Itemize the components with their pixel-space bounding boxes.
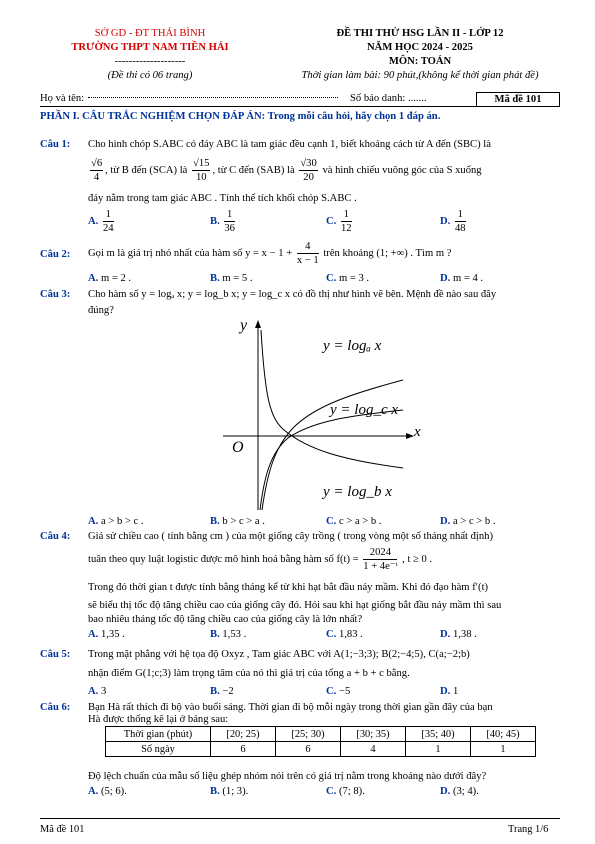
time-note: Thời gian làm bài: 90 phút,(không kể thời gian phát đề) [301, 70, 539, 81]
table-cell: [30; 35) [341, 727, 406, 742]
option-label: D. [440, 686, 451, 697]
option-label: A. [88, 686, 99, 697]
option-text: m = 4 . [452, 273, 484, 284]
option-label: D. [440, 215, 451, 227]
q4-line4: sẽ biểu thị tốc độ tăng chiều cao của giống cây đó. Hỏi sau khi hạt giống bắt đầu nảy mầm thì sau [88, 600, 502, 611]
option-label: A. [88, 516, 99, 527]
header-divider: -------------------- [114, 56, 186, 67]
q4-frac-den: 1 + 4e⁻ᵗ [363, 561, 398, 572]
subject: MÔN: TOÁN [388, 56, 452, 67]
table-cell: [40; 45) [471, 727, 536, 742]
header-rule [40, 106, 560, 107]
q1-frac1-num: √6 [91, 158, 103, 169]
option-label: A. [88, 273, 99, 284]
q1-line3: đáy nằm trong tam giác ABC . Tính thể tích khối chóp S.ABC . [88, 193, 357, 204]
q2-post: trên khoảng (1; +∞) . Tìm m ? [323, 247, 452, 259]
q1-option-a[interactable] [88, 208, 116, 235]
q1-frac2-den: 10 [195, 172, 207, 183]
q4-line5: bao nhiêu tháng tốc độ tăng chiều cao của giống cây là lớn nhất? [88, 614, 363, 625]
option-label: C. [326, 786, 337, 797]
q4-option-c[interactable] [326, 628, 363, 641]
option-text: (3; 4). [452, 786, 479, 797]
header-right [270, 27, 570, 83]
q6-option-a[interactable] [88, 785, 127, 798]
option-num: 1 [341, 208, 352, 222]
q6-line1: Bạn Hà rất thích đi bộ vào buổi sáng. Thời gian đi bộ mỗi ngày trong thời gian gần đây của bạn [88, 702, 493, 713]
table-cell: [25; 30) [276, 727, 341, 742]
option-label: B. [210, 516, 220, 527]
q2-option-d[interactable] [440, 272, 483, 285]
q4-line2-pre: tuân theo quy luật logistic được mô hình hoá bằng hàm số f(t) = [88, 553, 359, 565]
option-label: B. [210, 686, 220, 697]
header-left [40, 27, 260, 83]
q5-option-c[interactable] [326, 685, 350, 698]
option-text: 1,38 . [452, 629, 477, 640]
table-cell: 6 [276, 742, 341, 757]
option-label: B. [210, 273, 220, 284]
option-text: 1,35 . [100, 629, 125, 640]
x-axis-label: x [414, 424, 421, 440]
q5-option-a[interactable] [88, 685, 106, 698]
footer-rule [40, 818, 560, 819]
option-text: m = 5 . [222, 273, 253, 284]
option-text: −5 [338, 686, 351, 697]
q1-frac2-num: √15 [193, 158, 210, 169]
table-cell: [35; 40) [406, 727, 471, 742]
q3-option-b[interactable] [210, 515, 265, 528]
walking-time-table [105, 726, 536, 757]
q5-option-d[interactable] [440, 685, 458, 698]
q2-line1 [88, 240, 566, 267]
q1-label: Câu 1: [40, 139, 71, 150]
q1-line1: Cho hình chóp S.ABC có đáy ABC là tam giác đều cạnh 1, biết khoảng cách từ A đến (SBC) là [88, 139, 491, 150]
option-text: (1; 3). [222, 786, 249, 797]
footer-page: Trang 1/6 [508, 824, 549, 835]
q3-line1: Cho hàm số y = logₐ x; y = log_b x; y = log_c x có đồ thị như hình vẽ bên. Mệnh đề nào sau đây [88, 289, 497, 300]
option-text: 1,53 . [222, 629, 247, 640]
option-label: B. [210, 629, 220, 640]
q2-option-a[interactable] [88, 272, 131, 285]
table-cell: 1 [471, 742, 536, 757]
label-log-c: y = log_c x [330, 402, 399, 418]
q6-option-c[interactable] [326, 785, 365, 798]
q6-option-d[interactable] [440, 785, 479, 798]
label-log-a: y = logₐ x [323, 338, 382, 354]
q6-line3: Độ lệch chuẩn của mẫu số liệu ghép nhóm nói trên có giá trị nằm trong khoảng nào dưới đây? [88, 771, 487, 782]
option-text: 1,83 . [338, 629, 363, 640]
q3-option-a[interactable] [88, 515, 144, 528]
q4-line1: Giả sử chiều cao ( tính bằng cm ) của một giống cây trồng ( trong vòng một số tháng nhất định) [88, 531, 493, 542]
q4-frac-num: 2024 [363, 546, 397, 560]
x-axis-arrow [406, 433, 414, 439]
name-dotted-line [88, 97, 338, 98]
q3-option-c[interactable] [326, 515, 382, 528]
q4-line2-post: , t ≥ 0 . [402, 553, 433, 565]
option-text: 3 [100, 686, 107, 697]
student-id-label: Số báo danh: ....... [350, 93, 427, 104]
log-graph [218, 318, 433, 513]
table-row [106, 742, 536, 757]
option-num: 1 [224, 208, 235, 222]
label-log-b: y = log_b x [323, 484, 392, 500]
q4-label: Câu 4: [40, 531, 71, 542]
option-text: b > c > a . [222, 516, 265, 527]
q1-option-c[interactable] [326, 208, 354, 235]
option-text: c > a > b . [338, 516, 382, 527]
option-label: A. [88, 786, 99, 797]
q1-mid2: , từ C đến (SAB) là [212, 164, 295, 176]
option-label: B. [210, 215, 220, 227]
exam-title: ĐỀ THI THỬ HSG LẦN II - LỚP 12 [336, 28, 504, 39]
q2-pre: Gọi m là giá trị nhỏ nhất của hàm số y = x − 1 + [88, 247, 293, 259]
q4-option-b[interactable] [210, 628, 246, 641]
option-text: (7; 8). [338, 786, 365, 797]
q3-label: Câu 3: [40, 289, 71, 300]
school-name: TRƯỜNG THPT NAM TIỀN HẢI [71, 42, 229, 53]
q1-frac3-num: √30 [300, 158, 317, 169]
name-label: Họ và tên: [40, 93, 85, 104]
table-cell: 4 [341, 742, 406, 757]
option-num: 1 [455, 208, 466, 222]
option-text: 1 [452, 686, 459, 697]
option-den: 24 [102, 223, 114, 234]
q2-label: Câu 2: [40, 249, 71, 260]
y-axis-label: y [240, 318, 248, 334]
q5-line1: Trong mặt phẳng với hệ tọa độ Oxyz , Tam giác ABC với A(1;−3;3); B(2;−4;5), C(a;−2;b) [88, 649, 470, 660]
q4-line2 [88, 546, 566, 573]
q6-line2: Hà được thống kê lại ở bảng sau: [88, 714, 229, 725]
q2-option-c[interactable] [326, 272, 369, 285]
q5-option-b[interactable] [210, 685, 234, 698]
table-cell: [20; 25) [211, 727, 276, 742]
dept-name: SỞ GD - ĐT THÁI BÌNH [94, 28, 206, 39]
option-label: C. [326, 516, 337, 527]
option-label: C. [326, 686, 337, 697]
option-label: D. [440, 516, 451, 527]
table-cell: Thời gian (phút) [106, 727, 211, 742]
y-axis-arrow [255, 320, 261, 328]
option-label: B. [210, 786, 220, 797]
q5-label: Câu 5: [40, 649, 71, 660]
part1-heading: PHẦN I. CÂU TRẮC NGHIỆM CHỌN ĐÁP ÁN: Trong mỗi câu hỏi, hãy chọn 1 đáp án. [40, 111, 441, 122]
pages-note: (Đề thi có 06 trang) [107, 70, 193, 81]
option-label: C. [326, 273, 337, 284]
option-label: D. [440, 786, 451, 797]
school-year: NĂM HỌC 2024 - 2025 [367, 42, 473, 53]
footer-code: Mã đề 101 [40, 824, 85, 835]
option-num: 1 [103, 208, 114, 222]
q4-line3: Trong đó thời gian t được tính bằng tháng kể từ khi hạt bắt đầu nảy mầm. Khi đó đạo hàm f′(t) [88, 582, 489, 593]
q6-option-b[interactable] [210, 785, 248, 798]
table-cell: 6 [211, 742, 276, 757]
option-label: D. [440, 273, 451, 284]
q4-option-d[interactable] [440, 628, 477, 641]
option-text: a > c > b . [452, 516, 496, 527]
q2-option-b[interactable] [210, 272, 252, 285]
q1-mid1: , từ B đến (SCA) là [105, 164, 188, 176]
origin-label: O [232, 439, 244, 456]
option-text: m = 2 . [100, 273, 132, 284]
q1-frac1-den: 4 [93, 172, 100, 183]
q1-tail: và hình chiếu vuông góc của S xuống [322, 164, 482, 176]
table-row [106, 727, 536, 742]
q6-label: Câu 6: [40, 702, 71, 713]
option-den: 48 [454, 223, 466, 234]
q1-option-b[interactable] [210, 208, 237, 235]
option-text: −2 [222, 686, 234, 697]
table-cell: Số ngày [106, 742, 211, 757]
q4-option-a[interactable] [88, 628, 125, 641]
option-label: D. [440, 629, 451, 640]
q1-option-d[interactable] [440, 208, 468, 235]
option-den: 12 [340, 223, 352, 234]
q3-line2: đúng? [88, 305, 114, 316]
q3-option-d[interactable] [440, 515, 496, 528]
option-text: m = 3 . [338, 273, 370, 284]
option-label: A. [88, 215, 99, 227]
exam-code-box: Mã đề 101 [476, 92, 560, 107]
option-text: (5; 6). [100, 786, 127, 797]
q5-line2: nhận điểm G(1;c;3) làm trọng tâm của nó thì giá trị của tổng a + b + c bằng. [88, 668, 410, 679]
option-label: A. [88, 629, 99, 640]
q1-line2 [88, 157, 566, 184]
q1-frac3-den: 20 [303, 172, 314, 183]
option-text: a > b > c . [100, 516, 144, 527]
option-label: C. [326, 215, 337, 227]
option-den: 36 [224, 223, 235, 234]
option-label: C. [326, 629, 337, 640]
q2-frac-num: 4 [297, 240, 319, 254]
table-cell: 1 [406, 742, 471, 757]
q2-frac-den: x − 1 [296, 255, 319, 266]
